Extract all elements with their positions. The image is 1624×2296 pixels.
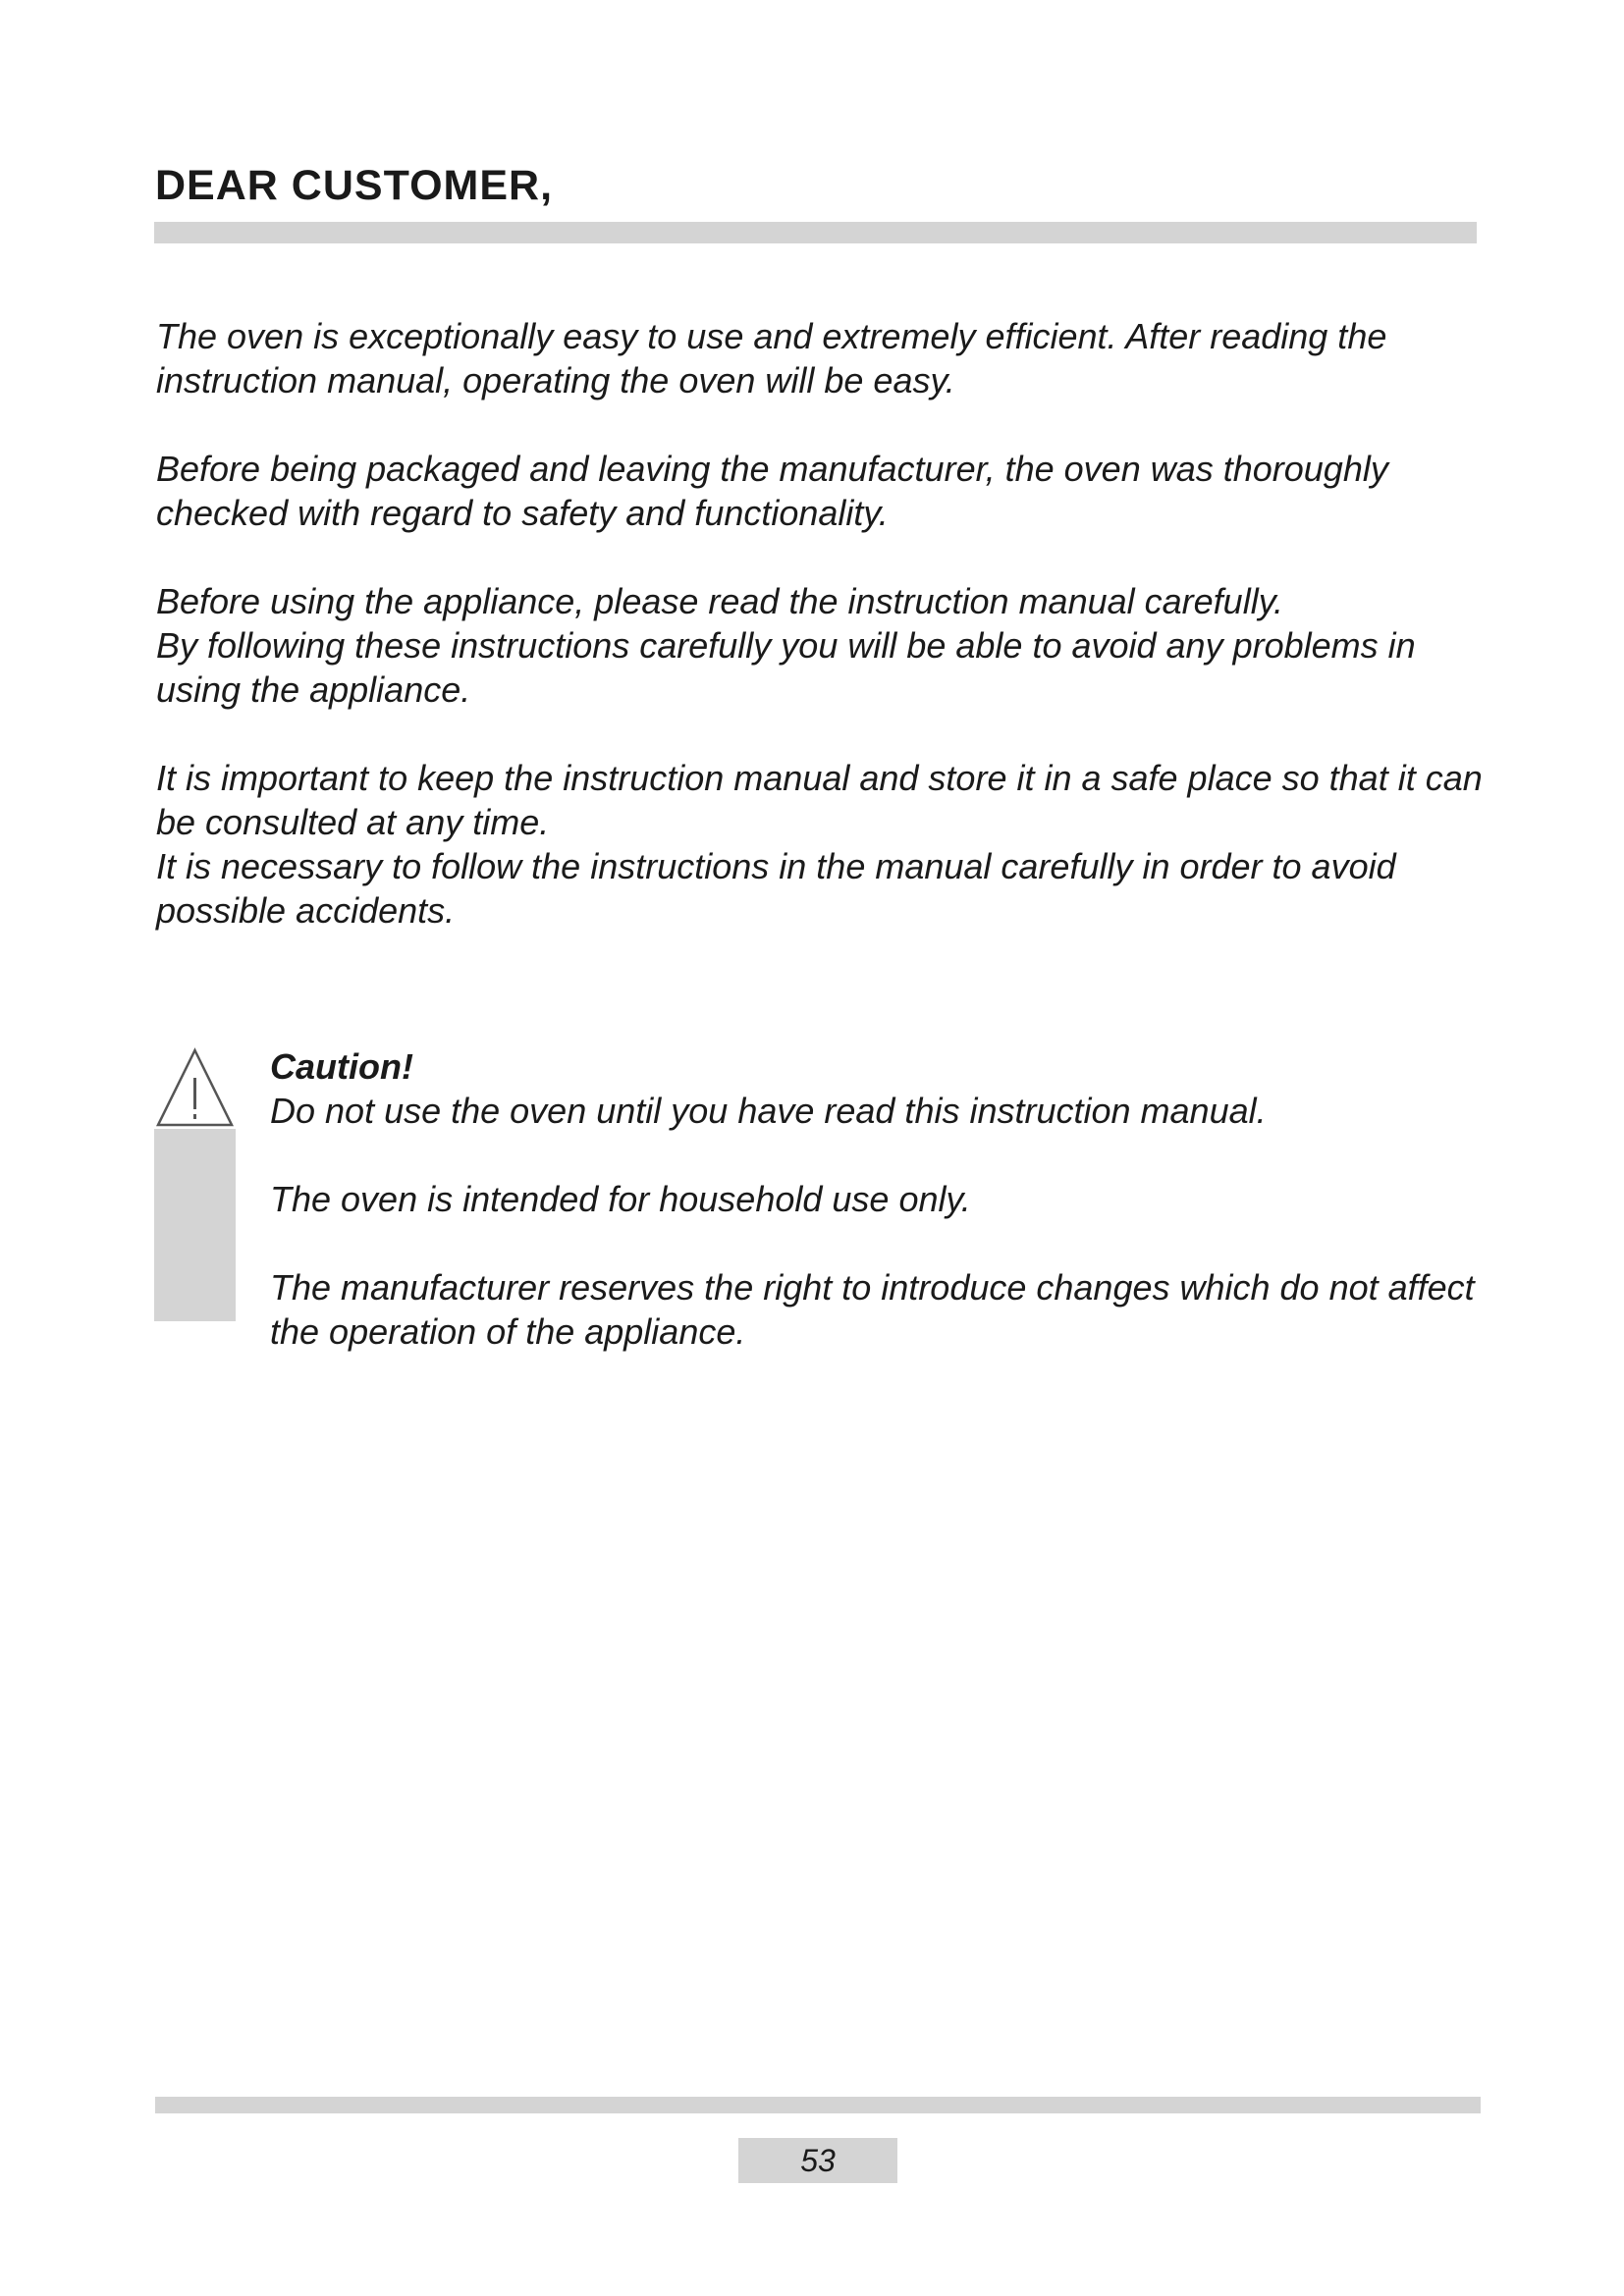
heading-rule [154, 222, 1477, 243]
paragraph: It is necessary to follow the instructions in the manual carefully in order to avoid possible accidents. [156, 846, 1396, 931]
paragraph: It is important to keep the instruction manual and store it in a safe place so that it can be consulted at any time. [156, 758, 1483, 842]
caution-line: The manufacturer reserves the right to introduce changes which do not affect the operation of the appliance. [270, 1267, 1475, 1352]
warning-triangle-icon [154, 1042, 236, 1129]
caution-line: Do not use the oven until you have read this instruction manual. [270, 1091, 1267, 1131]
footer-rule [155, 2097, 1481, 2113]
paragraph: Before using the appliance, please read the instruction manual carefully. [156, 581, 1284, 621]
caution-line: The oven is intended for household use only. [270, 1179, 971, 1219]
caution-title: Caution! [270, 1046, 413, 1087]
paragraph: The oven is exceptionally easy to use and extremely efficient. After reading the instruction manual, operating the oven will be easy. [156, 316, 1387, 400]
intro-text [156, 314, 1491, 933]
paragraph: Before being packaged and leaving the manufacturer, the oven was thoroughly checked with regard to safety and functionality. [156, 449, 1388, 533]
caution-box [270, 1044, 1488, 1354]
paragraph: By following these instructions carefully you will be able to avoid any problems in using the appliance. [156, 625, 1416, 710]
page-number: 53 [738, 2138, 897, 2183]
page-title: DEAR CUSTOMER, [155, 162, 554, 209]
